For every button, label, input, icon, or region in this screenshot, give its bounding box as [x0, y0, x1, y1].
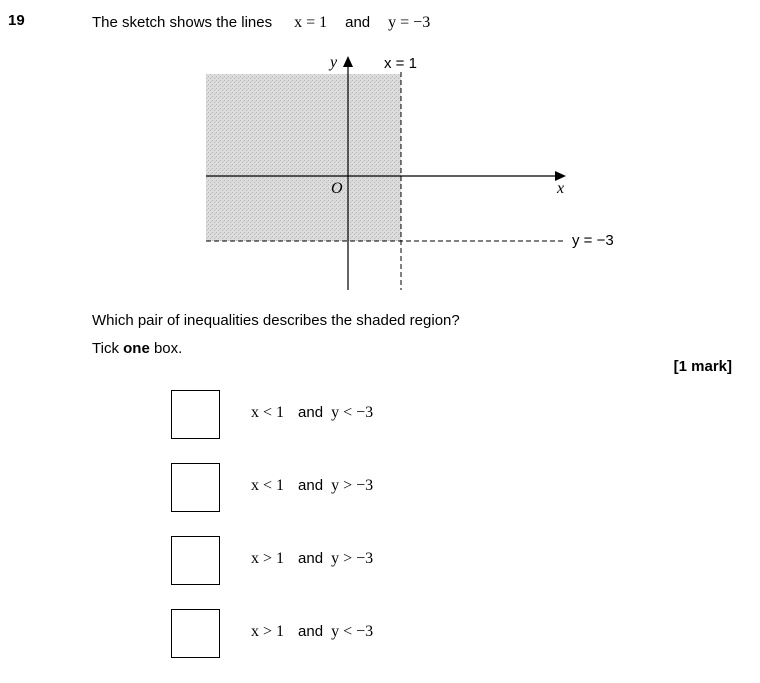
- option-2-text: [251, 477, 373, 495]
- intro-and: and: [345, 14, 371, 31]
- option-4-joiner: and: [298, 623, 324, 640]
- option-4-right: y < −3: [331, 623, 374, 640]
- vertical-line-label: x = 1: [384, 55, 417, 72]
- option-3-text: [251, 550, 373, 568]
- sketch-diagram: [0, 0, 760, 300]
- option-3-right: y > −3: [331, 550, 374, 567]
- intro-text: The sketch shows the lines: [92, 14, 273, 31]
- option-3-left: x > 1: [251, 550, 285, 567]
- option-2-checkbox[interactable]: [171, 463, 220, 512]
- option-1-checkbox[interactable]: [171, 390, 220, 439]
- intro-line2: y = −3: [388, 14, 431, 31]
- option-3-joiner: and: [298, 550, 324, 567]
- tick-instruction: [92, 340, 182, 357]
- option-1-text: [251, 404, 373, 422]
- option-4-checkbox[interactable]: [171, 609, 220, 658]
- question-text: Which pair of inequalities describes the shaded region?: [92, 312, 460, 329]
- option-1-joiner: and: [298, 404, 324, 421]
- y-axis-arrow: [343, 56, 353, 67]
- option-1-left: x < 1: [251, 404, 285, 421]
- option-3-checkbox[interactable]: [171, 536, 220, 585]
- option-1-right: y < −3: [331, 404, 374, 421]
- y-axis-label: y: [330, 54, 338, 71]
- tick-prefix: Tick: [92, 340, 119, 357]
- option-2-joiner: and: [298, 477, 324, 494]
- shaded-region: [206, 74, 401, 241]
- tick-suffix: box.: [153, 340, 183, 357]
- intro-line1: x = 1: [294, 14, 328, 31]
- tick-emphasis: one: [123, 340, 150, 357]
- option-2-right: y > −3: [331, 477, 374, 494]
- marks-label: [1 mark]: [673, 358, 732, 375]
- question-number: 19: [8, 12, 25, 29]
- origin-label: O: [331, 180, 343, 197]
- x-axis-label: x: [557, 180, 565, 197]
- horizontal-line-label: y = −3: [572, 232, 614, 249]
- option-4-text: [251, 623, 373, 641]
- option-2-left: x < 1: [251, 477, 285, 494]
- option-4-left: x > 1: [251, 623, 285, 640]
